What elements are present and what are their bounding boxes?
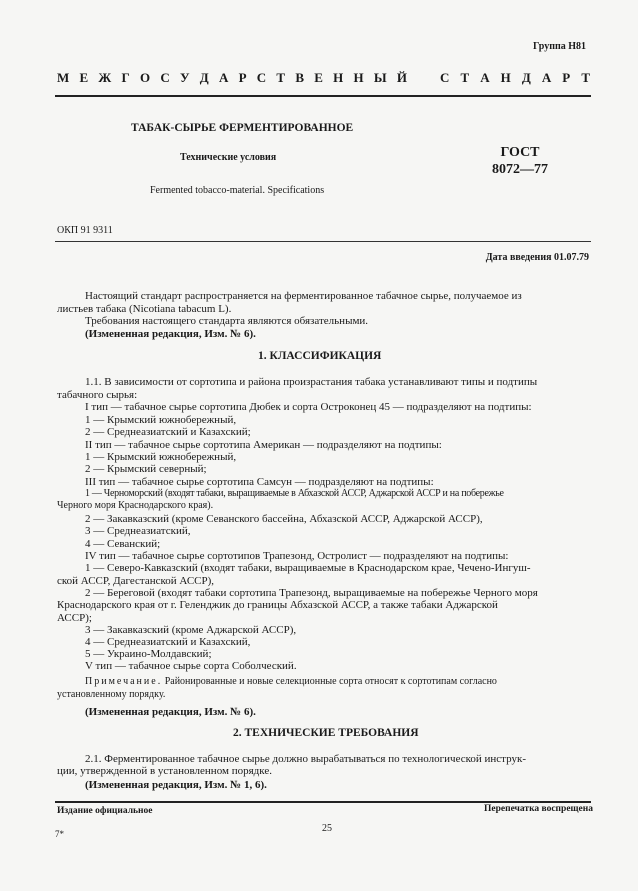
banner-letter: Р: [562, 70, 571, 85]
text-line: Черного моря Краснодарского края).: [57, 500, 214, 511]
note-line: [85, 676, 497, 687]
amendment-note: (Измененная редакция, Изм. № 1, 6).: [85, 779, 267, 791]
text-line: 4 — Севанский;: [85, 538, 161, 550]
banner-letter: Р: [238, 70, 247, 85]
banner-letter: У: [180, 70, 190, 85]
interstate-word: [57, 70, 407, 86]
note-line: установленному порядку.: [57, 689, 166, 700]
text-line: 1.1. В зависимости от сортотипа и района произрастания табака устанавливают типы и подтипы: [85, 376, 538, 388]
text-line: ской АССР, Дагестанской АССР),: [57, 575, 215, 587]
banner-letter: Д: [521, 70, 531, 85]
text-line: ции, утвержденной в установленном порядке.: [57, 765, 272, 777]
note-text: Районированные и новые селекционные сорта относят к сортотипам согласно: [162, 676, 497, 687]
text-line: 1 — Крымский южнобережный,: [85, 414, 237, 426]
banner-letter: Ы: [373, 70, 387, 85]
footer-rule: [55, 801, 591, 803]
banner-letter: С: [440, 70, 450, 85]
banner-letter: В: [295, 70, 304, 85]
banner-letter: Н: [333, 70, 344, 85]
header-rule: [55, 95, 591, 97]
banner-letter: Д: [199, 70, 209, 85]
okp-code: ОКП 91 9311: [57, 225, 113, 236]
banner-letter: Г: [121, 70, 130, 85]
note-label: Примечание.: [85, 676, 163, 687]
banner-letter: Ж: [98, 70, 112, 85]
text-line: 2.1. Ферментированное табачное сырье должно вырабатываться по технологической инструк-: [85, 753, 526, 765]
banner-letter: Т: [460, 70, 470, 85]
text-line: 1 — Черноморский (входят табаки, выращиваемые в Абхазской АССР, Аджарской АССР и на побережье: [85, 488, 504, 499]
document-title: ТАБАК-СЫРЬЕ ФЕРМЕНТИРОВАННОЕ: [131, 122, 354, 134]
interstate-standard-banner: [57, 70, 590, 86]
banner-letter: Е: [79, 70, 89, 85]
text-line: 5 — Украино-Молдавский;: [85, 648, 212, 660]
intro-line: Настоящий стандарт распространяется на ферментированное табачное сырье, получаемое из: [85, 290, 522, 302]
gost-label: ГОСТ: [500, 145, 540, 160]
page-number: 25: [322, 823, 332, 834]
banner-letter: Е: [314, 70, 323, 85]
official-edition: Издание официальное: [57, 806, 153, 816]
text-line: 3 — Среднеазиатский,: [85, 525, 191, 537]
section-heading: 2. ТЕХНИЧЕСКИЕ ТРЕБОВАНИЯ: [233, 727, 419, 739]
banner-letter: Т: [276, 70, 286, 85]
text-line: табачного сырья:: [57, 389, 138, 401]
text-line: 1 — Северо-Кавказский (входят табаки, выращиваемые в Краснодарском крае, Чечено-Ингуш-: [85, 562, 531, 574]
printer-mark: 7*: [55, 829, 64, 839]
intro-line: Требования настоящего стандарта являются обязательными.: [85, 315, 369, 327]
banner-letter: А: [218, 70, 229, 85]
gost-number: 8072—77: [492, 162, 548, 177]
text-line: 2 — Береговой (входят табаки сортотипа Трапезонд, выращиваемые на побережье Черного моря: [85, 587, 538, 599]
text-line: 2 — Закавказский (кроме Севанского бассейна, Абхазской АССР, Аджарской АССР),: [85, 513, 483, 525]
okp-rule: [55, 241, 591, 242]
gost-designation: [492, 144, 548, 178]
banner-letter: Н: [500, 70, 511, 85]
banner-letter: М: [57, 70, 70, 85]
banner-letter: О: [140, 70, 151, 85]
text-line: Краснодарского края от г. Геленджик до границы Абхазской АССР, а также табаки Аджарской: [57, 599, 498, 611]
intro-line: листьев табака (Nicotiana tabacum L).: [57, 303, 232, 315]
banner-letter: С: [256, 70, 267, 85]
introduction-date: Дата введения 01.07.79: [485, 252, 589, 263]
text-line: АССР);: [57, 612, 92, 624]
text-line: 2 — Крымский северный;: [85, 463, 207, 475]
text-line: 2 — Среднеазиатский и Казахский;: [85, 426, 251, 438]
text-line: 3 — Закавказский (кроме Аджарской АССР),: [85, 624, 297, 636]
text-line: II тип — табачное сырье сортотипа Американ — подразделяют на подтипы:: [85, 439, 442, 451]
document-subtitle: Технические условия: [180, 152, 277, 163]
text-line: III тип — табачное сырье сортотипа Самсун — подразделяют на подтипы:: [85, 476, 434, 488]
banner-letter: Н: [353, 70, 364, 85]
text-line: V тип — табачное сырье сорта Соболческий.: [85, 660, 297, 672]
banner-letter: Т: [581, 70, 590, 85]
banner-letter: А: [480, 70, 490, 85]
text-line: 1 — Крымский южнобережный,: [85, 451, 237, 463]
section-heading: 1. КЛАССИФИКАЦИЯ: [258, 350, 382, 362]
text-line: I тип — табачное сырье сортотипа Дюбек и сорта Остроконец 45 — подразделяют на подтипы:: [85, 401, 532, 413]
standard-word: [440, 70, 590, 86]
reprint-prohibited: Перепечатка воспрещена: [483, 804, 593, 814]
amendment-note: (Измененная редакция, Изм. № 6).: [85, 706, 256, 718]
banner-letter: Й: [396, 70, 407, 85]
text-line: 4 — Среднеазиатский и Казахский,: [85, 636, 251, 648]
group-code: Группа Н81: [533, 41, 586, 52]
banner-letter: С: [160, 70, 170, 85]
text-line: IV тип — табачное сырье сортотипов Трапезонд, Остролист — подразделяют на подтипы:: [85, 550, 509, 562]
banner-letter: А: [541, 70, 552, 85]
english-title: Fermented tobacco-material. Specifications: [150, 185, 325, 196]
amendment-note: (Измененная редакция, Изм. № 6).: [85, 328, 256, 340]
